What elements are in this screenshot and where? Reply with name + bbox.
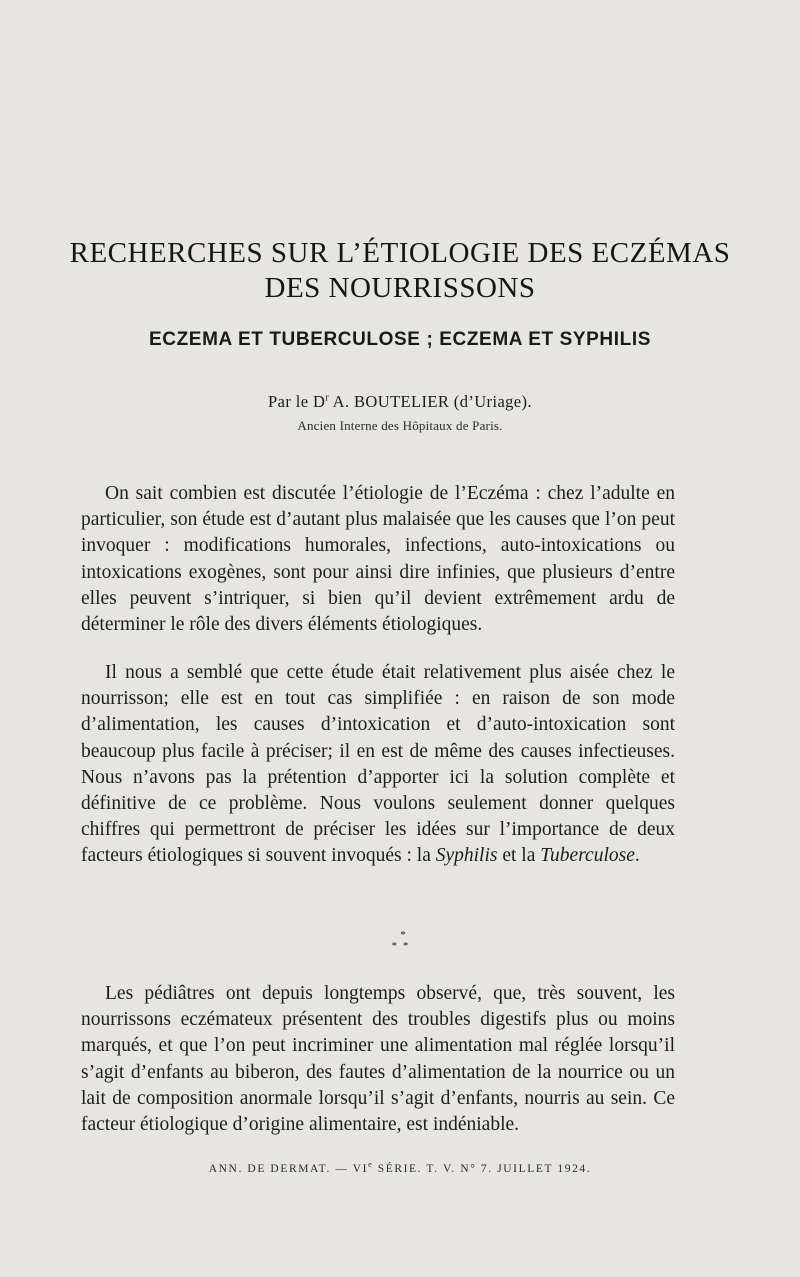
byline-prefix: Par le D (268, 392, 326, 411)
article-title-line2: DES NOURRISSONS (264, 272, 536, 304)
paragraph-2-text: Il nous a semblé que cette étude était relativement plus aisée chez le nourrisson; elle est en tout cas simplifiée : en raison de son mode d’alimentation, les causes d’intoxication et d’auto-intoxication sont beaucoup plus facile à préciser; il en est de même des causes infectieuses. Nous n’avons pas la prétention d’apporter ici la solution complète et définitive de ce problème. Nous voulons seulement donner quelques chiffres qui permettront de préciser les idées sur l’importance de deux facteurs étiologiques si souvent invoqués : la (81, 662, 675, 867)
journal-footer (0, 1160, 800, 1175)
asterism-top: * (400, 929, 406, 941)
paragraph-2 (81, 660, 675, 870)
paragraph-2-connector: et la (497, 845, 541, 867)
article-subtitle: ECZEMA ET TUBERCULOSE ; ECZEMA ET SYPHILIS (149, 329, 651, 350)
footer-rest: SÉRIE. T. V. N° 7. JUILLET 1924. (373, 1162, 592, 1175)
footer-prefix: ANN. DE DERMAT. — VI (208, 1162, 369, 1175)
paragraph-3: Les pédiâtres ont depuis longtemps observé, que, très souvent, les nourrissons eczémateux présentent des troubles digestifs plus ou moins marqués, et que l’on peut incriminer une alimentation mal réglée lorsqu’il s’agit d’enfants au biberon, des fautes d’alimentation de la nourrice ou un lait de composition anormale lorsqu’il s’agit d’enfants, nourris au sein. Ce facteur étiologique d’origine alimentaire, est indéniable. (81, 983, 675, 1136)
author-affiliation: Ancien Interne des Hôpitaux de Paris. (297, 418, 503, 433)
author-byline (0, 392, 800, 412)
tuberculose-term: Tuberculose (540, 845, 635, 867)
paragraph-2-end: . (634, 845, 640, 867)
article-title-line1: RECHERCHES SUR L’ÉTIOLOGIE DES ECZÉMAS (69, 237, 731, 269)
syphilis-term: Syphilis (435, 845, 498, 867)
author-name: A. BOUTELIER (d’Uriage). (329, 392, 532, 411)
paragraph-1: On sait combien est discutée l’étiologie de l’Eczéma : chez l’adulte en particulier, son étude est d’autant plus malaisée que les causes que l’on peut invoquer : modifications humorales, infections, auto-intoxications ou intoxications exogènes, sont pour ainsi dire infinies, que plusieurs d’entre elles peuvent s’intriquer, si bien qu’il devient extrêmement ardu de déterminer le rôle des divers éléments étiologiques. (81, 483, 675, 636)
byline-superscript: r (325, 392, 330, 404)
footer-superscript: e (368, 1160, 374, 1169)
asterism-bottom: ** (391, 940, 415, 952)
